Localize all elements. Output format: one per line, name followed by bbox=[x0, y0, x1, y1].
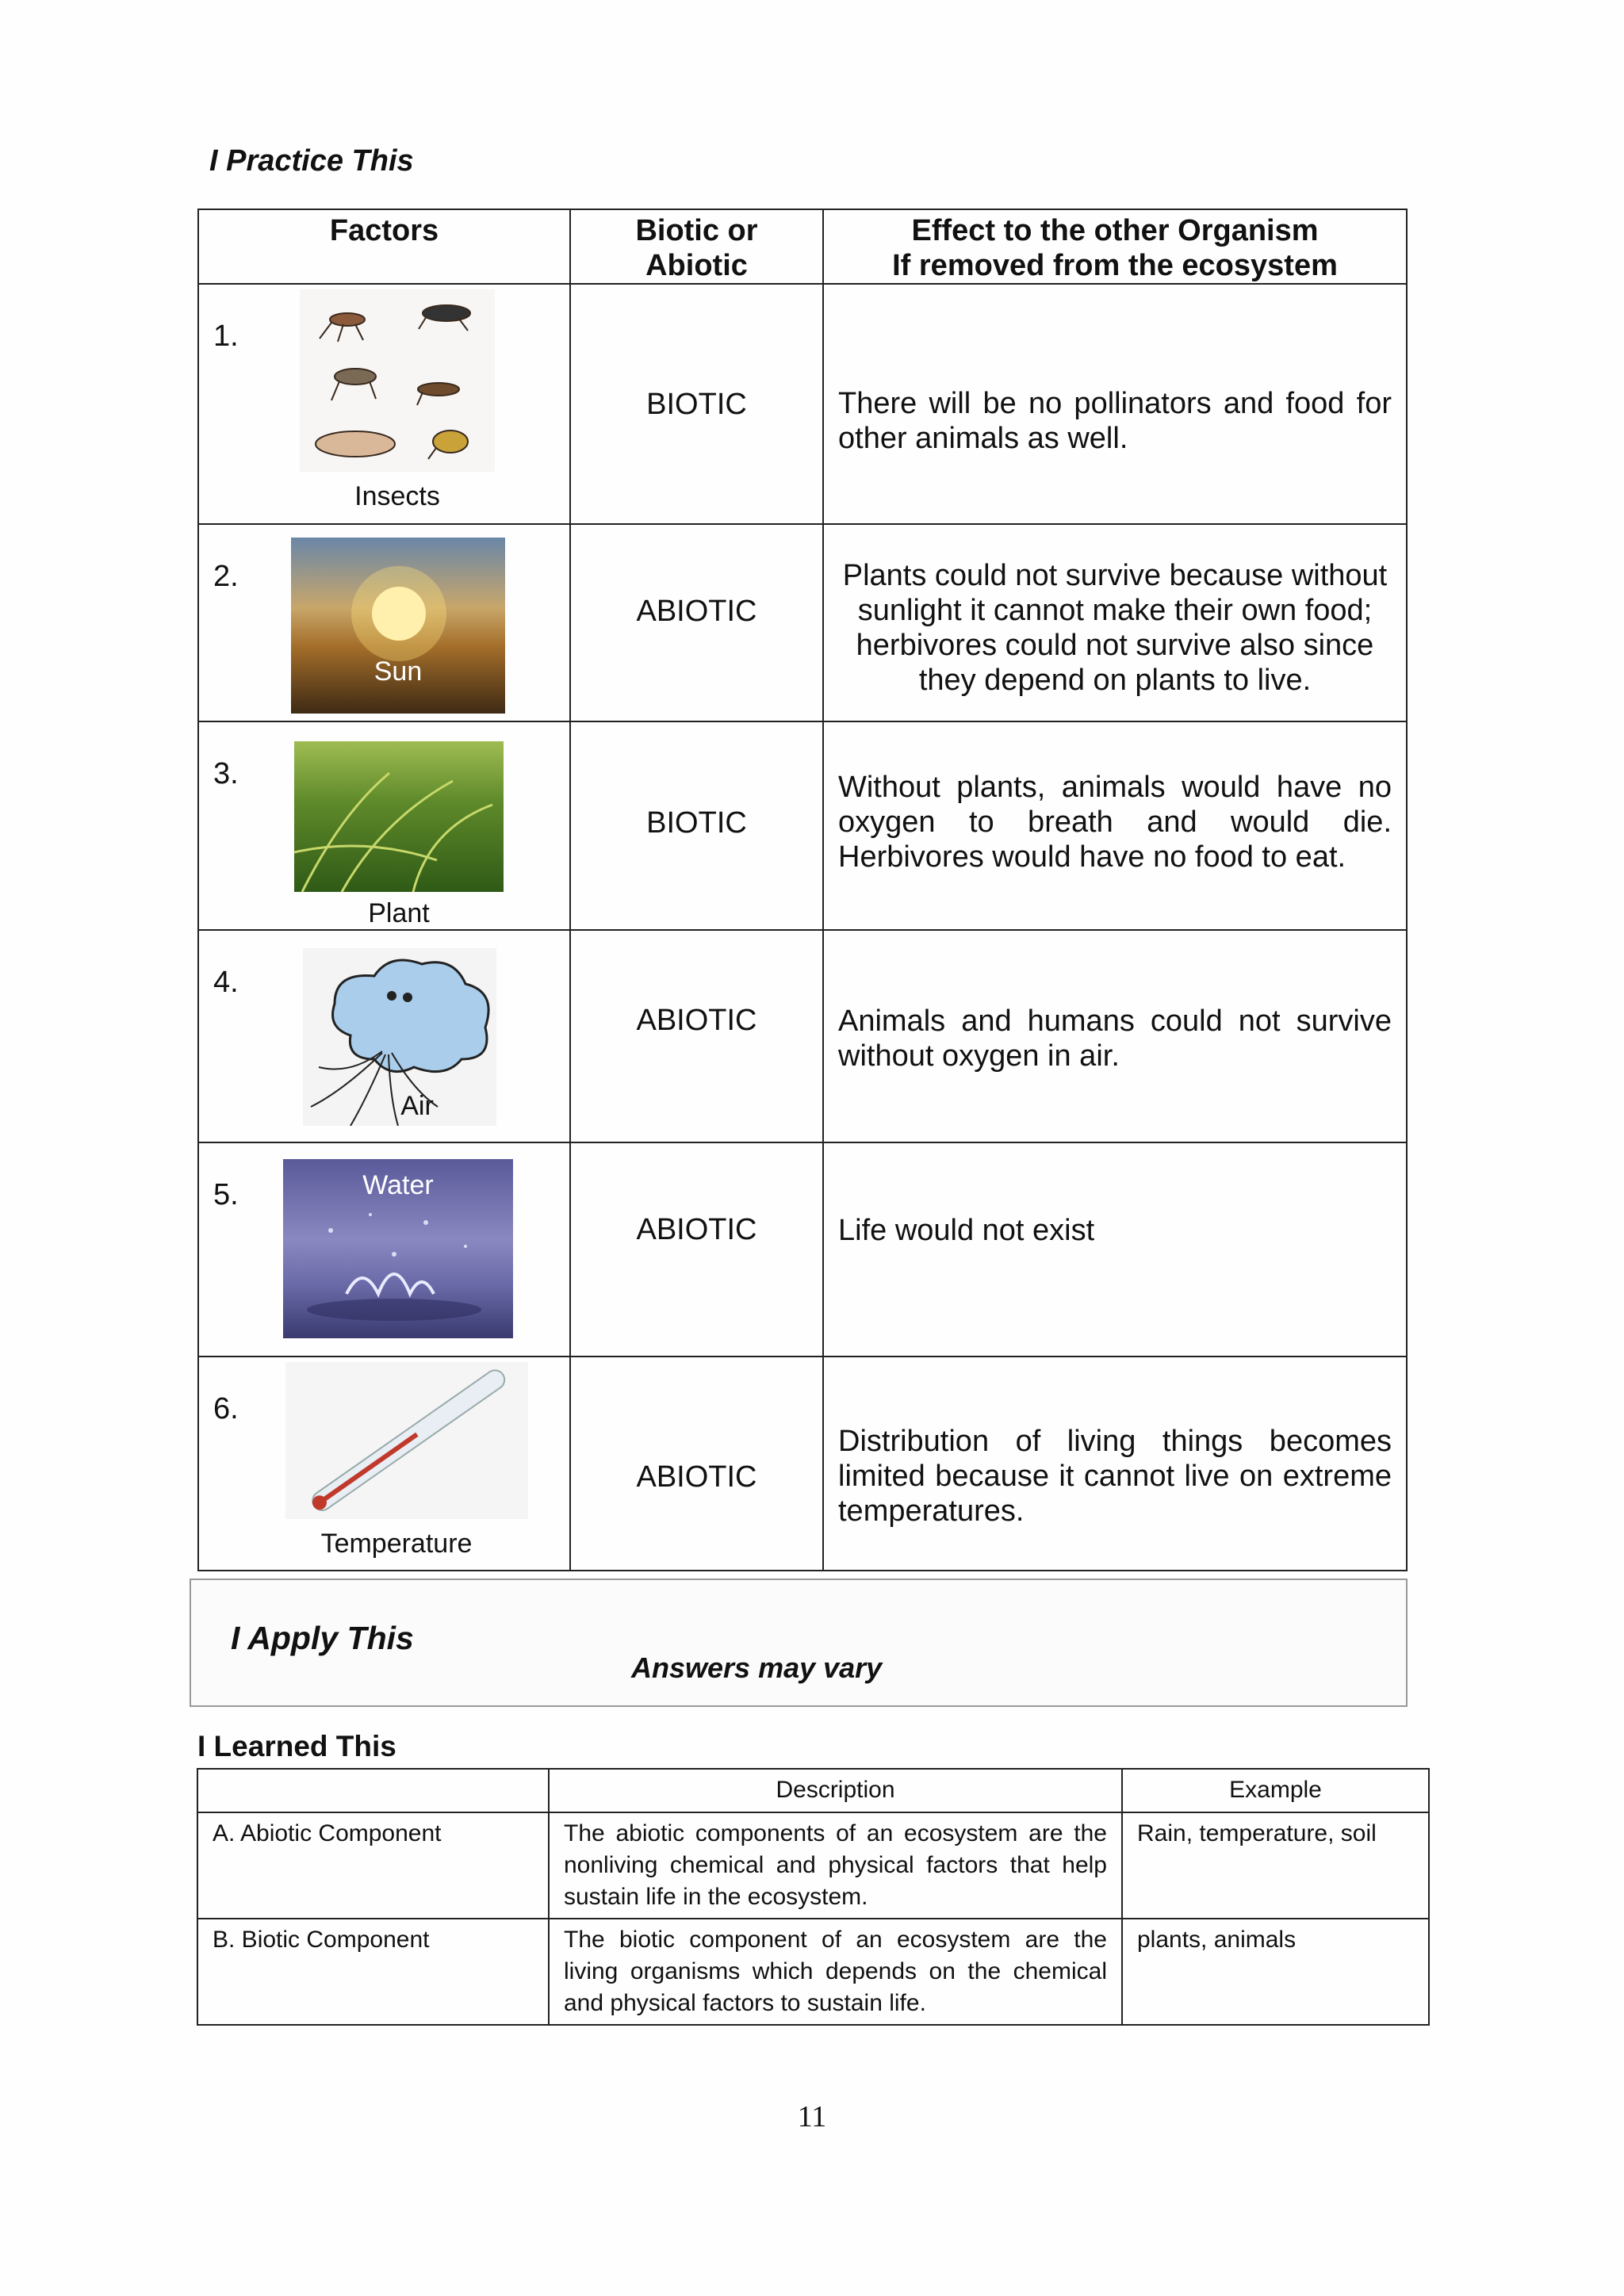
table-row bbox=[198, 930, 1407, 1142]
effect-cell: Without plants, animals would have no oxygen to breath and would die. Herbivores would have no food to eat. bbox=[823, 721, 1407, 930]
description-cell: The abiotic components of an ecosystem are the nonliving chemical and physical factors that help sustain life in the ecosystem. bbox=[549, 1812, 1122, 1919]
example-cell: plants, animals bbox=[1122, 1919, 1429, 2025]
practice-title: I Practice This bbox=[209, 144, 414, 178]
factors-header: Factors bbox=[198, 209, 570, 284]
apply-note: Answers may vary bbox=[631, 1651, 883, 1684]
effect-cell: There will be no pollinators and food for other animals as well. bbox=[823, 284, 1407, 524]
row-number: 3. bbox=[213, 757, 239, 790]
biotic-header: Biotic or Abiotic bbox=[570, 209, 823, 284]
example-cell: Rain, temperature, soil bbox=[1122, 1812, 1429, 1919]
type-cell: ABIOTIC bbox=[570, 1142, 823, 1357]
blank-header bbox=[197, 1769, 549, 1812]
factor-cell bbox=[198, 1142, 570, 1357]
type-cell: BIOTIC bbox=[570, 284, 823, 524]
row-number: 6. bbox=[213, 1392, 239, 1425]
table-row bbox=[198, 721, 1407, 930]
practice-header-row bbox=[198, 209, 1407, 284]
factor-caption: Air bbox=[400, 1091, 434, 1121]
table-row bbox=[198, 1142, 1407, 1357]
thermometer-image bbox=[285, 1362, 528, 1519]
learned-table bbox=[197, 1768, 1430, 2026]
effect-cell: Life would not exist bbox=[823, 1142, 1407, 1357]
water-image bbox=[283, 1159, 513, 1338]
effect-cell: Distribution of living things becomes limited because it cannot live on extreme temperatures. bbox=[823, 1357, 1407, 1571]
factor-caption: Insects bbox=[354, 481, 440, 511]
type-cell: ABIOTIC bbox=[570, 930, 823, 1142]
practice-table bbox=[197, 209, 1408, 1571]
row-number: 5. bbox=[213, 1178, 239, 1211]
row-number: 1. bbox=[213, 320, 239, 353]
factor-caption: Sun bbox=[373, 656, 423, 687]
factor-cell bbox=[198, 284, 570, 524]
plant-image bbox=[294, 741, 504, 892]
component-cell: A. Abiotic Component bbox=[197, 1812, 549, 1919]
row-number: 4. bbox=[213, 966, 239, 999]
table-row bbox=[198, 1357, 1407, 1571]
apply-box bbox=[190, 1578, 1408, 1707]
type-cell: BIOTIC bbox=[570, 721, 823, 930]
table-row bbox=[198, 524, 1407, 721]
effect-header: Effect to the other Organism If removed from the ecosystem bbox=[823, 209, 1407, 284]
factor-cell bbox=[198, 930, 570, 1142]
row-number: 2. bbox=[213, 560, 239, 593]
table-row bbox=[197, 1812, 1429, 1919]
type-cell: ABIOTIC bbox=[570, 524, 823, 721]
sun-image bbox=[291, 538, 505, 714]
factor-caption: Water bbox=[362, 1170, 434, 1200]
table-row bbox=[197, 1919, 1429, 2025]
effect-cell: Animals and humans could not survive without oxygen in air. bbox=[823, 930, 1407, 1142]
description-header: Description bbox=[549, 1769, 1122, 1812]
factor-cell bbox=[198, 524, 570, 721]
factor-cell bbox=[198, 721, 570, 930]
factor-cell bbox=[198, 1357, 570, 1571]
effect-cell: Plants could not survive because without sunlight it cannot make their own food; herbivores could not survive also since they depend on plants to live. bbox=[823, 524, 1407, 721]
example-header: Example bbox=[1122, 1769, 1429, 1812]
page-number: 11 bbox=[797, 2100, 827, 2133]
factor-caption: Temperature bbox=[320, 1529, 473, 1559]
type-cell: ABIOTIC bbox=[570, 1357, 823, 1571]
component-cell: B. Biotic Component bbox=[197, 1919, 549, 2025]
apply-title: I Apply This bbox=[231, 1620, 414, 1656]
insects-image bbox=[300, 289, 495, 472]
description-cell: The biotic component of an ecosystem are the living organisms which depends on the chemical and physical factors to sustain life. bbox=[549, 1919, 1122, 2025]
learned-title: I Learned This bbox=[197, 1730, 396, 1762]
learned-header-row bbox=[197, 1769, 1429, 1812]
table-row bbox=[198, 284, 1407, 524]
factor-caption: Plant bbox=[368, 898, 430, 928]
